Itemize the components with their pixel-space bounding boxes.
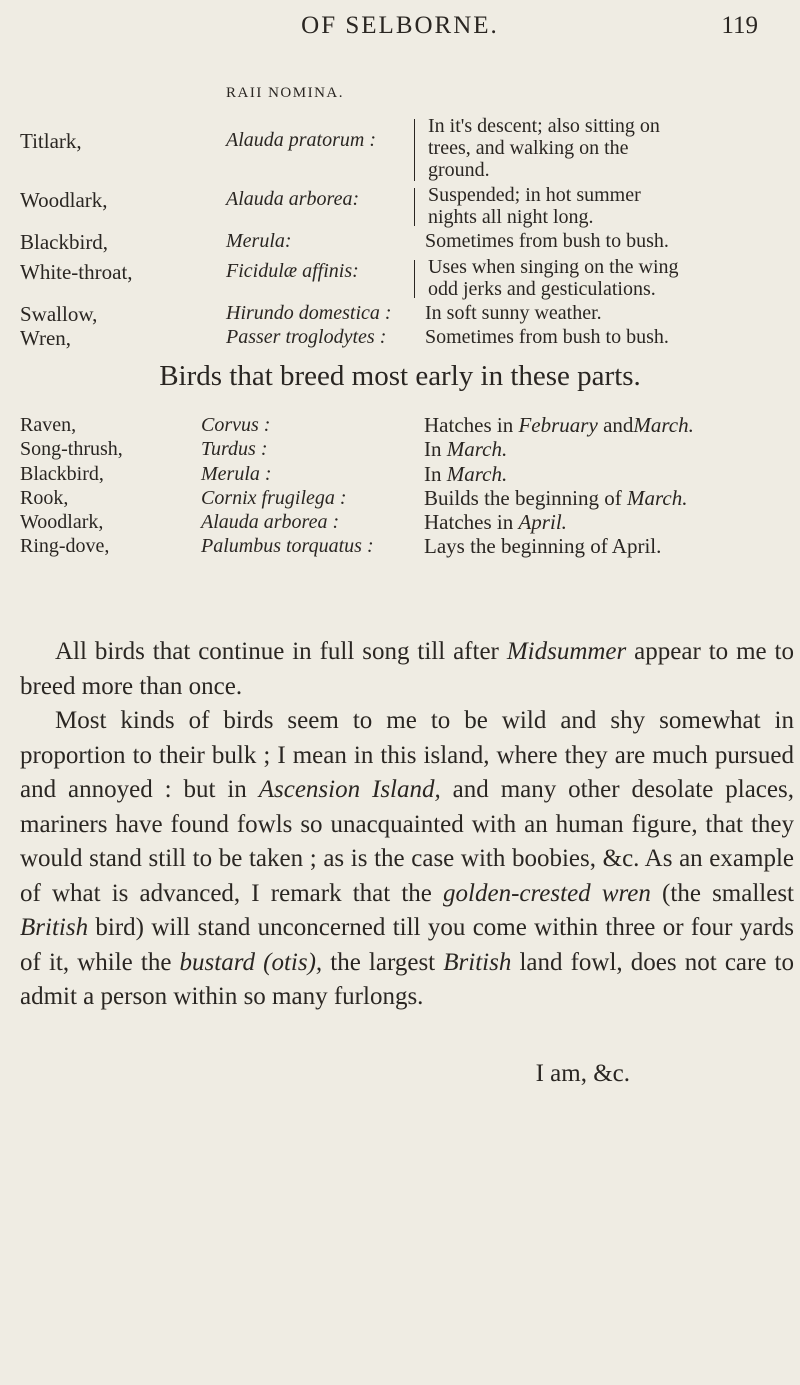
note-text: Hatches in [424,510,519,534]
note: Sometimes from bush to bush. [425,230,669,252]
note-text: and [597,413,634,437]
note-month: April. [518,510,567,534]
note-month: February [518,413,598,437]
note: Sometimes from bush to bush. [425,326,669,348]
table-column-header: RAII NOMINA. [226,85,344,101]
italic-run: British [443,948,512,976]
latin-name: Turdus : [201,438,268,460]
latin-name: Merula: [226,230,292,252]
common-name: White-throat, [20,260,133,284]
paragraph [20,704,794,1015]
signoff: I am, &c. [535,1060,630,1087]
page-number: 119 [721,12,758,39]
note-line: trees, and walking on the [428,137,629,159]
latin-name: Passer troglodytes : [226,326,387,348]
note [420,115,800,181]
note-month: March. [633,413,694,437]
latin-name: Ficidulæ affinis: [226,260,359,282]
common-name: Woodlark, [20,511,104,533]
note-line: In it's descent; also sitting on [428,115,660,137]
note-line: Uses when singing on the wing [428,256,679,278]
common-name: Blackbird, [20,230,109,254]
note [424,463,800,485]
common-name: Raven, [20,414,77,436]
common-name: Wren, [20,326,72,350]
text-run: bird) will stand unconcerned till you come within three or four yards of it, while the [20,914,794,976]
note-month: March. [627,486,688,510]
latin-name: Hirundo domestica : [226,302,392,324]
italic-run: British [20,914,89,941]
text-run: and many other desolate places, mariners have found fowls so unacquainted with an human figure, that they would stand still to be taken ; as is the case with boobies, &c. As an example of what is advanced, I remark that the [20,776,794,907]
note-line: nights all night long. [428,206,594,228]
note-month: March. [446,437,508,461]
note-month: March. [446,462,508,486]
text-run: (the smallest [650,879,794,907]
common-name: Blackbird, [20,463,104,485]
latin-name: Alauda arborea: [226,188,360,210]
common-name: Swallow, [20,302,98,326]
common-name: Song-thrush, [20,438,123,460]
note: Lays the beginning of April. [424,534,662,558]
note: In soft sunny weather. [425,302,602,324]
note-line: odd jerks and gesticulations. [428,278,656,300]
note [424,511,800,533]
note-text: In [424,437,447,461]
latin-name: Merula : [201,463,272,485]
note-text: Builds the beginning of [424,486,627,510]
text-run: All birds that continue in full song till after [55,638,507,665]
note-line: ground. [428,159,490,181]
latin-name: Corvus : [201,414,271,436]
note [420,256,800,300]
running-head [0,10,800,50]
latin-name: Alauda pratorum : [226,129,376,151]
note-line: Suspended; in hot summer [428,184,641,206]
italic-run: golden-crested wren [443,879,651,907]
italic-run: Ascension Island, [258,776,441,803]
common-name: Titlark, [20,129,82,153]
running-title: OF SELBORNE. [301,12,499,39]
note [424,487,800,509]
body-text [20,635,794,1015]
latin-name: Alauda arborea : [201,511,340,533]
text-run: land fowl, does not care to admit a person within so many furlongs. [20,948,794,1010]
latin-name: Palumbus torquatus : [201,535,374,557]
note-text: In [424,462,447,486]
italic-run: bustard (otis), [179,948,323,976]
common-name: Ring-dove, [20,535,110,557]
italic-run: Midsummer [506,638,627,665]
section-heading: Birds that breed most early in these parts. [159,360,641,392]
paragraph [20,635,794,704]
note [424,438,800,460]
common-name: Woodlark, [20,188,108,212]
common-name: Rook, [20,487,69,509]
note-text: Hatches in [424,413,519,437]
text-run: appear to me to breed more than once. [20,638,794,700]
note [420,184,800,228]
note [424,414,800,436]
text-run: the largest [322,948,444,976]
latin-name: Cornix frugilega : [201,487,347,509]
text-run: Most kinds of birds seem to me to be wild and shy somewhat in proportion to their bulk ; I mean in this island, where they are much pursued and annoyed : but in [20,707,794,803]
